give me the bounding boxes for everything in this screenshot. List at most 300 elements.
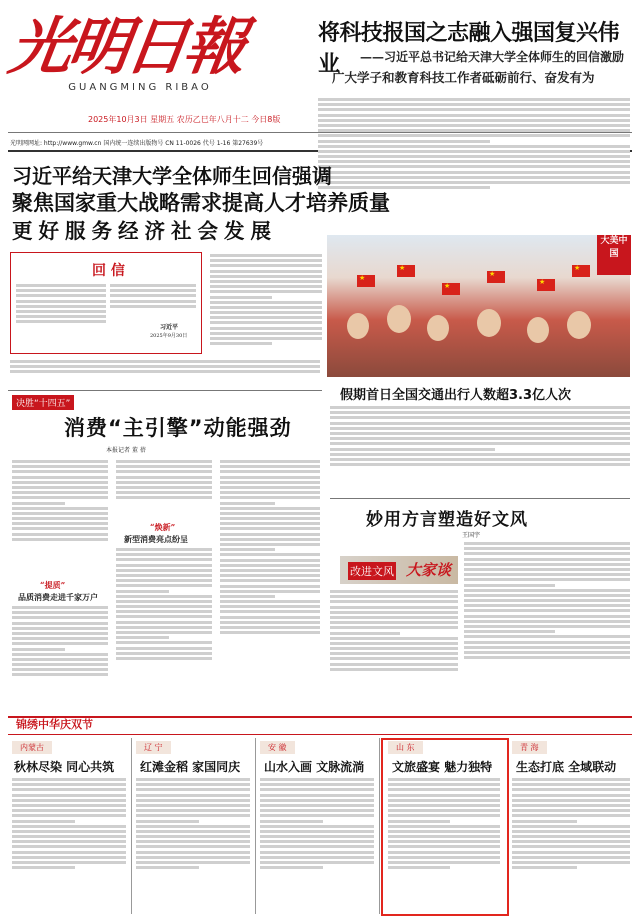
text-line (330, 632, 400, 635)
text-line (512, 804, 630, 807)
text-line (116, 590, 169, 593)
text-line (220, 600, 320, 603)
text-line (388, 861, 500, 864)
text-line (210, 321, 322, 324)
text-line (12, 668, 108, 671)
text-line (116, 496, 212, 499)
text-line (16, 300, 106, 303)
text-line (388, 856, 500, 859)
text-line (220, 465, 320, 468)
text-line (260, 820, 323, 823)
text-line (464, 563, 630, 566)
text-line (12, 804, 126, 807)
byline: 本报记者 董 蓓 (106, 447, 146, 454)
text-line (210, 290, 322, 293)
text-line (388, 799, 500, 802)
text-line (210, 280, 322, 283)
newspaper-logo: 光明日報 (4, 10, 248, 83)
text-line (116, 564, 212, 567)
text-line (210, 301, 322, 304)
text-line (210, 337, 322, 340)
text-line (318, 129, 630, 132)
text-line (464, 552, 630, 555)
text-line (330, 463, 630, 466)
text-line (210, 275, 322, 278)
column-text (330, 588, 458, 708)
text-line (388, 820, 450, 823)
text-line (116, 553, 212, 556)
text-line (388, 845, 500, 848)
text-line (12, 512, 108, 515)
text-line (330, 411, 630, 414)
text-line (330, 458, 630, 461)
text-line (210, 332, 322, 335)
province-title[interactable]: 秋林尽染 同心共筑 (14, 760, 115, 774)
province-title[interactable]: 山水入画 文脉流淌 (264, 760, 365, 774)
text-line (260, 866, 323, 869)
text-line (12, 778, 126, 781)
text-line (260, 851, 374, 854)
text-line (136, 783, 250, 786)
divider (330, 498, 630, 499)
text-line (512, 788, 630, 791)
text-line (330, 422, 630, 425)
text-line (388, 814, 500, 817)
text-line (464, 578, 630, 581)
text-line (220, 569, 320, 572)
text-line (16, 310, 106, 313)
text-line (12, 622, 108, 625)
text-line (318, 124, 630, 127)
text-line (330, 642, 458, 645)
text-line (330, 416, 630, 419)
text-line (464, 547, 630, 550)
text-line (12, 606, 108, 609)
text-line (12, 673, 108, 676)
province-tag: 辽 宁 (136, 741, 171, 754)
text-line (210, 296, 272, 299)
text-line (260, 799, 374, 802)
text-line (136, 820, 199, 823)
article-text (116, 546, 212, 708)
text-line (220, 579, 320, 582)
text-line (512, 799, 630, 802)
text-line (464, 625, 630, 628)
text-line (220, 507, 320, 510)
text-line (12, 642, 108, 645)
text-line (512, 830, 630, 833)
text-line (12, 502, 65, 505)
text-line (388, 794, 500, 797)
text-line (210, 316, 322, 319)
text-line (210, 342, 272, 345)
text-line (12, 866, 75, 869)
text-line (12, 835, 126, 838)
text-line (388, 830, 500, 833)
text-line (12, 658, 108, 661)
text-line (512, 825, 630, 828)
text-line (318, 134, 630, 137)
text-line (136, 814, 250, 817)
text-line (12, 481, 108, 484)
text-line (260, 788, 374, 791)
headline-line2[interactable]: 聚焦国家重大战略需求提高人才培养质量 (12, 191, 390, 215)
text-line (136, 861, 250, 864)
province-text (512, 776, 630, 912)
text-line (10, 370, 320, 373)
text-line (116, 600, 212, 603)
text-line (260, 861, 374, 864)
text-line (12, 611, 108, 614)
commentary-title[interactable]: 消费“主引擎”动能强劲 (64, 416, 292, 440)
text-line (12, 861, 126, 864)
text-line (210, 306, 322, 309)
section-banner-title: 锦绣中华庆双节 (16, 718, 93, 731)
text-line (12, 517, 108, 520)
text-line (464, 589, 630, 592)
province-tag: 山 东 (388, 741, 423, 754)
text-line (512, 814, 630, 817)
text-line (116, 631, 212, 634)
website-info: 光明网网址: http://www.gmw.cn 国内统一连续出版物号 CN 11-0026 代号 1-16 第27639号 (10, 140, 264, 147)
text-line (12, 851, 126, 854)
text-line (116, 647, 212, 650)
text-line (464, 646, 630, 649)
text-line (12, 663, 108, 666)
text-line (512, 851, 630, 854)
text-line (220, 590, 320, 593)
text-line (512, 861, 630, 864)
text-line (512, 845, 630, 848)
subhead: “提质” (40, 580, 66, 590)
text-line (12, 476, 108, 479)
text-line (16, 305, 106, 308)
text-line (388, 835, 500, 838)
text-line (220, 527, 320, 530)
text-line (330, 663, 458, 666)
text-line (136, 794, 250, 797)
lead-subtitle: 广大学子和教育科技工作者砥砺前行、奋发有为 (332, 70, 595, 85)
text-line (512, 778, 630, 781)
text-line (260, 783, 374, 786)
text-line (512, 783, 630, 786)
text-line (12, 840, 126, 843)
subhead: 新型消费亮点纷呈 (124, 534, 188, 544)
text-line (116, 615, 212, 618)
text-line (220, 585, 320, 588)
subhead: 品质消费走进千家万户 (18, 592, 98, 602)
text-line (210, 327, 322, 330)
banner-tag: 改进文风 (348, 562, 396, 580)
text-line (12, 486, 108, 489)
text-line (116, 486, 212, 489)
text-line (136, 856, 250, 859)
text-line (464, 615, 630, 618)
text-line (12, 830, 126, 833)
text-line (10, 365, 320, 368)
story-text (10, 358, 320, 384)
holiday-headline[interactable]: 假期首日全国交通出行人数超3.3亿人次 (340, 388, 572, 403)
text-line (116, 558, 212, 561)
text-line (220, 605, 320, 608)
text-line (220, 553, 320, 556)
letter-date: 2025年9月30日 (150, 333, 188, 339)
text-line (116, 491, 212, 494)
text-line (12, 507, 108, 510)
text-line (388, 788, 500, 791)
text-line (136, 851, 250, 854)
text-line (220, 502, 275, 505)
text-line (136, 830, 250, 833)
text-line (210, 259, 322, 262)
text-line (12, 465, 108, 468)
text-line (260, 845, 374, 848)
text-line (136, 778, 250, 781)
article-text (12, 458, 108, 576)
headline-line1[interactable]: 习近平给天津大学全体师生回信强调 (12, 164, 332, 188)
text-line (210, 285, 322, 288)
text-line (464, 630, 555, 633)
text-line (110, 305, 196, 308)
text-line (464, 568, 630, 571)
text-line (464, 594, 630, 597)
text-line (388, 809, 500, 812)
province-text (260, 776, 374, 912)
text-line (220, 621, 320, 624)
text-line (260, 794, 374, 797)
text-line (210, 270, 322, 273)
text-line (116, 579, 212, 582)
text-line (220, 538, 320, 541)
text-line (220, 574, 320, 577)
fangyan-author: 王国宇 (462, 532, 481, 539)
text-line (12, 460, 108, 463)
fangyan-title[interactable]: 妙用方言塑造好文风 (366, 510, 528, 530)
text-line (12, 491, 108, 494)
province-title[interactable]: 生态打底 全域联动 (516, 760, 617, 774)
text-line (16, 284, 106, 287)
text-line (330, 621, 458, 624)
lead-subtitle: ——习近平总书记给天津大学全体师生的回信激励 (360, 50, 625, 64)
text-line (330, 611, 458, 614)
text-line (260, 856, 374, 859)
headline-line3[interactable]: 更好服务经济社会发展 (12, 219, 277, 243)
text-line (12, 538, 108, 541)
text-line (330, 600, 458, 603)
section-tag: 决胜“十四五” (12, 395, 74, 410)
text-line (220, 564, 320, 567)
text-line (388, 840, 500, 843)
text-line (330, 427, 630, 430)
text-line (110, 294, 196, 297)
text-line (318, 140, 490, 143)
text-line (464, 542, 630, 545)
province-title[interactable]: 文旅盛宴 魅力独特 (392, 760, 493, 774)
text-line (260, 814, 374, 817)
province-tag: 青 海 (512, 741, 547, 754)
text-line (512, 840, 630, 843)
text-line (136, 788, 250, 791)
text-line (220, 616, 320, 619)
text-line (512, 809, 630, 812)
text-line (12, 794, 126, 797)
divider (8, 390, 322, 391)
text-line (318, 176, 630, 179)
text-line (330, 406, 630, 409)
text-line (116, 652, 212, 655)
text-line (318, 103, 630, 106)
letter-signature: 习近平 (160, 324, 179, 331)
logo-pinyin: GUANGMING RIBAO (68, 82, 212, 93)
text-line (330, 595, 458, 598)
holiday-text (330, 404, 630, 494)
text-line (318, 114, 630, 117)
text-line (136, 809, 250, 812)
text-line (318, 165, 630, 168)
text-line (116, 470, 212, 473)
text-line (330, 626, 458, 629)
text-line (318, 160, 630, 163)
text-line (12, 522, 108, 525)
text-line (116, 574, 212, 577)
text-line (220, 476, 320, 479)
text-line (260, 840, 374, 843)
province-tag: 安 徽 (260, 741, 295, 754)
text-line (318, 119, 630, 122)
text-line (260, 830, 374, 833)
text-line (110, 284, 196, 287)
text-line (260, 809, 374, 812)
text-line (12, 825, 126, 828)
text-line (464, 620, 630, 623)
text-line (12, 783, 126, 786)
text-line (388, 825, 500, 828)
text-line (116, 569, 212, 572)
text-line (220, 595, 275, 598)
text-line (464, 584, 555, 587)
text-line (116, 626, 212, 629)
text-line (16, 294, 106, 297)
text-line (388, 866, 450, 869)
text-line (260, 804, 374, 807)
text-line (116, 657, 212, 660)
text-line (330, 668, 458, 671)
text-line (388, 783, 500, 786)
lead-title[interactable]: 将科技报国之志融入强国复兴伟业 (318, 21, 620, 77)
province-text (388, 776, 500, 908)
text-line (16, 289, 106, 292)
text-line (12, 648, 65, 651)
text-line (210, 254, 322, 257)
text-line (318, 145, 630, 148)
letter-title: 回 信 (92, 263, 125, 279)
text-line (220, 460, 320, 463)
text-line (12, 496, 108, 499)
text-line (330, 647, 458, 650)
text-line (220, 470, 320, 473)
text-line (464, 635, 630, 638)
text-line (220, 559, 320, 562)
text-line (464, 599, 630, 602)
text-line (110, 300, 196, 303)
text-line (116, 641, 212, 644)
text-line (116, 605, 212, 608)
province-title[interactable]: 红滩金稻 家国同庆 (140, 760, 241, 774)
text-line (12, 799, 126, 802)
text-line (220, 626, 320, 629)
text-line (116, 481, 212, 484)
text-line (110, 289, 196, 292)
text-line (12, 820, 75, 823)
text-line (12, 653, 108, 656)
text-line (220, 522, 320, 525)
text-line (330, 453, 630, 456)
text-line (12, 809, 126, 812)
text-line (512, 866, 577, 869)
column-banner (340, 556, 458, 584)
photo-tag: 大美中国 (597, 235, 631, 275)
text-line (220, 610, 320, 613)
text-line (136, 845, 250, 848)
text-line (220, 533, 320, 536)
text-line (220, 512, 320, 515)
text-line (220, 491, 320, 494)
text-line (464, 573, 630, 576)
text-line (388, 778, 500, 781)
text-line (12, 627, 108, 630)
text-line (136, 840, 250, 843)
text-line (260, 835, 374, 838)
text-line (12, 616, 108, 619)
text-line (330, 606, 458, 609)
letter-text (16, 282, 106, 342)
text-line (464, 656, 630, 659)
text-line (116, 621, 212, 624)
text-line (330, 432, 630, 435)
article-text (116, 458, 212, 518)
text-line (318, 181, 630, 184)
text-line (464, 651, 630, 654)
text-line (512, 835, 630, 838)
text-line (136, 835, 250, 838)
text-line (220, 517, 320, 520)
text-line (210, 311, 322, 314)
text-line (512, 856, 630, 859)
text-line (12, 845, 126, 848)
text-line (220, 481, 320, 484)
text-line (12, 788, 126, 791)
text-line (464, 558, 630, 561)
text-line (330, 657, 458, 660)
text-line (318, 150, 630, 153)
text-line (330, 437, 630, 440)
text-line (330, 442, 630, 445)
text-line (330, 652, 458, 655)
column-divider (131, 738, 132, 914)
text-line (512, 820, 577, 823)
text-line (116, 460, 212, 463)
text-line (512, 794, 630, 797)
text-line (260, 825, 374, 828)
article-text (12, 604, 108, 708)
text-line (318, 171, 630, 174)
text-line (220, 543, 320, 546)
article-text (220, 458, 320, 708)
text-line (220, 548, 275, 551)
column-divider (255, 738, 256, 914)
text-line (116, 476, 212, 479)
subhead: “焕新” (150, 522, 176, 532)
